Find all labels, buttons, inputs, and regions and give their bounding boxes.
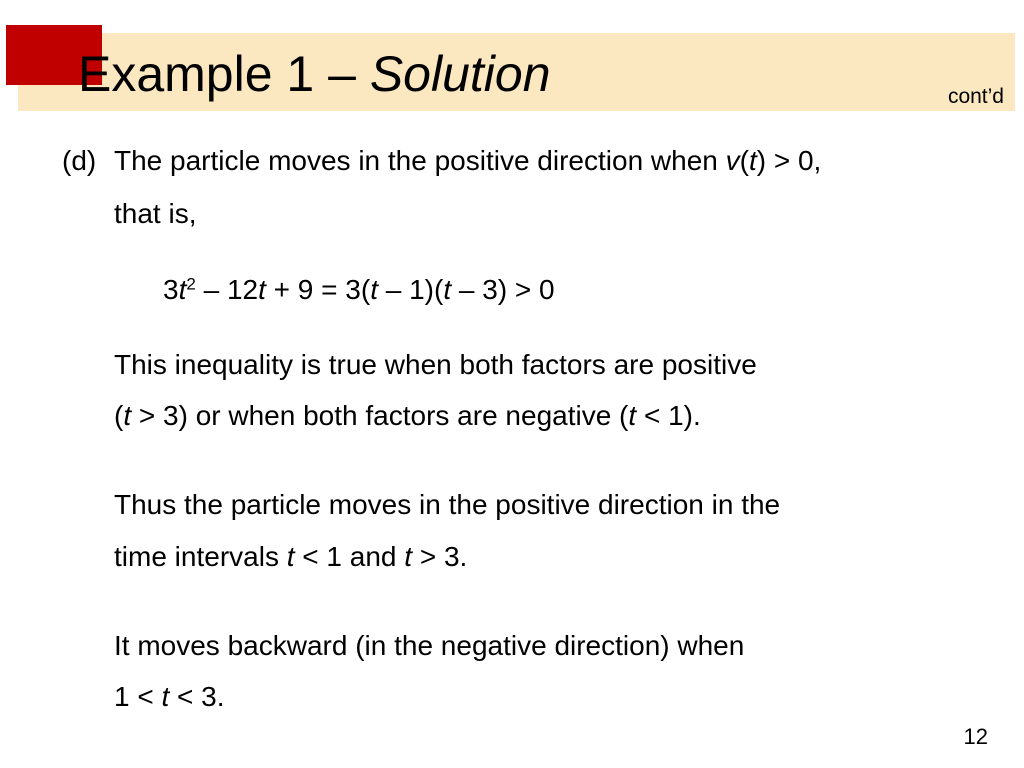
text-part: < 1 and	[294, 541, 405, 572]
var-t: t	[628, 400, 637, 431]
equation	[163, 273, 555, 307]
backward-line-2	[114, 680, 225, 714]
part-label: (d)	[62, 145, 97, 176]
page-number: 12	[963, 724, 988, 749]
var-t: t	[123, 400, 132, 431]
title-plain: Example 1 –	[78, 46, 370, 102]
backward-line-1: It moves backward (in the negative direction) when	[114, 630, 745, 661]
text-part: time intervals	[114, 541, 287, 572]
var-t: t	[286, 541, 295, 572]
eq-part: 3	[163, 274, 179, 305]
text-part: (	[114, 400, 124, 431]
inequality-line-1: This inequality is true when both factors are positive	[114, 349, 757, 380]
inequality-line-2	[114, 399, 701, 433]
intro-line-1	[114, 144, 821, 178]
eq-part: + 9 = 3(	[265, 274, 371, 305]
intro-text: The particle moves in the positive direction when	[114, 145, 726, 176]
slide-title	[78, 44, 551, 104]
text-part: < 1).	[636, 400, 701, 431]
paren: (	[739, 145, 749, 176]
text-part: 1 <	[114, 681, 162, 712]
conclusion-line-2	[114, 540, 467, 574]
var-t: t	[258, 274, 266, 305]
text-part: < 3.	[169, 681, 225, 712]
conclusion-line-1: Thus the particle moves in the positive direction in the	[114, 489, 781, 520]
title-italic: Solution	[369, 46, 551, 102]
var-t: t	[370, 274, 378, 305]
intro-line-2: that is,	[114, 198, 197, 229]
var-t: t	[161, 681, 170, 712]
eq-part: – 3) > 0	[451, 274, 555, 305]
text-part: > 3.	[412, 541, 468, 572]
text-part: > 3) or when both factors are negative (	[131, 400, 629, 431]
var-t: t	[443, 274, 452, 305]
var-t: t	[404, 541, 413, 572]
var-v: v	[725, 145, 740, 176]
continued-label: cont’d	[947, 85, 1004, 108]
var-t: t	[748, 145, 757, 176]
intro-suffix: ) > 0,	[756, 145, 822, 176]
eq-part: – 12	[195, 274, 259, 305]
eq-part: – 1)(	[377, 274, 444, 305]
var-t: t	[178, 274, 187, 305]
exponent: 2	[186, 274, 196, 294]
